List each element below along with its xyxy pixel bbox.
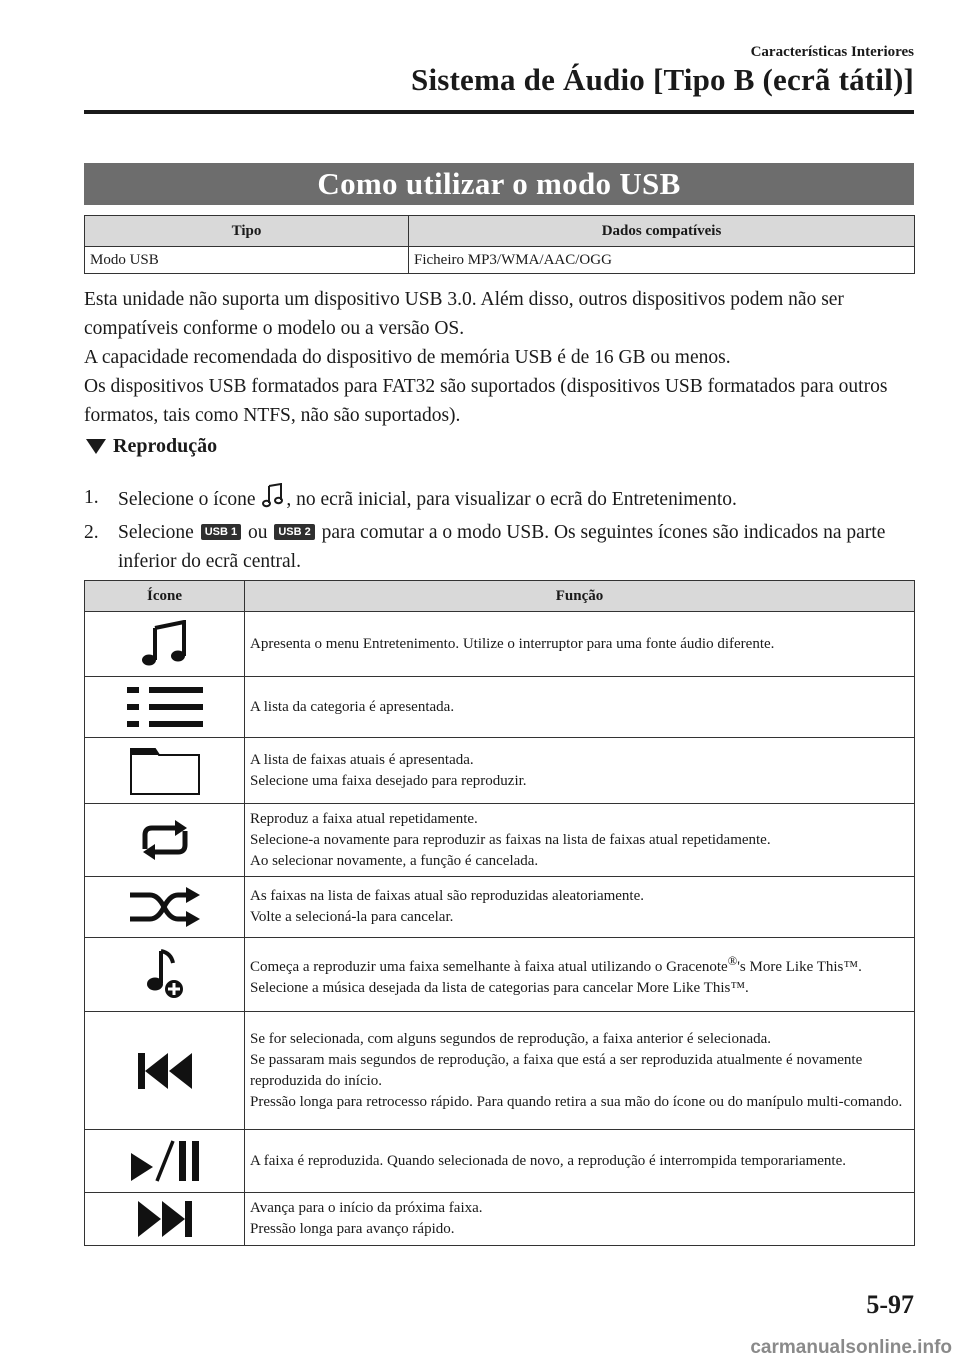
table-row: [85, 1130, 915, 1193]
function-line: Apresenta o menu Entretenimento. Utilize o interruptor para uma fonte áudio diferente.: [250, 635, 775, 652]
icon-cell: [85, 938, 245, 1012]
steps: [84, 483, 924, 576]
step-1-post: , no ecrã inicial, para visualizar o ecrã do Entretenimento.: [286, 489, 737, 510]
compat-cell-type: Modo USB: [85, 247, 409, 274]
step-1-pre: Selecione o ícone: [118, 489, 256, 510]
table-row: [85, 1193, 915, 1246]
step-2-pre: Selecione: [118, 522, 194, 543]
watermark: carmanualsonline.info: [750, 1337, 952, 1358]
step-number: 2.: [84, 522, 99, 543]
triangle-bullet-icon: [86, 439, 106, 454]
header-rule: [84, 110, 914, 114]
function-line: Se passaram mais segundos de reprodução, a faixa que está a ser reproduzida atualmente é novamente reproduzida do início.: [250, 1051, 863, 1089]
paragraph: Esta unidade não suporta um dispositivo USB 3.0. Além disso, outros dispositivos podem não ser compatíveis conforme o modelo ou a versão OS.: [84, 289, 844, 339]
icon-cell: [85, 677, 245, 738]
step-text: [118, 483, 924, 518]
icons-header-function: Função: [245, 581, 915, 612]
header-section: Características Interiores: [750, 44, 914, 60]
function-cell: [245, 738, 915, 804]
icon-cell: [85, 1012, 245, 1130]
table-row: [85, 612, 915, 677]
function-line: Pressão longa para avanço rápido.: [250, 1221, 455, 1237]
step-2-post: para comutar a o modo USB. Os seguintes ícones são indicados na parte inferior do ecrã central.: [118, 522, 886, 572]
function-line: Volte a selecioná-la para cancelar.: [250, 909, 454, 925]
icon-cell: [85, 804, 245, 877]
function-line: A lista de faixas atuais é apresentada.: [250, 751, 474, 768]
function-line: A faixa é reproduzida. Quando selecionada de novo, a reprodução é interrompida temporariamente.: [250, 1152, 847, 1169]
table-row: [85, 938, 915, 1012]
function-cell: [245, 612, 915, 677]
step-text: [118, 518, 924, 576]
icon-function-table: [84, 580, 915, 1246]
icons-header-icon: Ícone: [85, 581, 245, 612]
table-row: [85, 1012, 915, 1130]
usb2-button: USB 2: [274, 524, 314, 540]
step-2: [84, 518, 924, 576]
compat-header-data: Dados compatíveis: [409, 216, 915, 247]
music-note-icon: [262, 483, 284, 518]
shuffle-icon: [128, 885, 202, 929]
folder-icon: [129, 746, 201, 796]
function-line: Selecione uma faixa desejado para reproduzir.: [250, 772, 527, 789]
function-cell: [245, 1130, 915, 1193]
step-number: 1.: [84, 487, 99, 508]
subheading: [84, 435, 217, 458]
table-row: [85, 247, 915, 274]
function-cell: [245, 804, 915, 877]
intro-text: [84, 285, 924, 430]
function-line: As faixas na lista de faixas atual são reproduzidas aleatoriamente.: [250, 888, 645, 904]
table-row: [85, 677, 915, 738]
function-line: Reproduz a faixa atual repetidamente.: [250, 810, 478, 827]
music-note-icon: [140, 620, 190, 668]
paragraph: A capacidade recomendada do dispositivo de memória USB é de 16 GB ou menos.: [84, 347, 731, 368]
function-line: Pressão longa para retrocesso rápido. Para quando retira a sua mão do ícone ou do manípulo multi-comando.: [250, 1093, 903, 1110]
function-line: Ao selecionar novamente, a função é cancelada.: [250, 852, 539, 869]
play-pause-icon: [129, 1139, 201, 1183]
function-cell: [245, 677, 915, 738]
table-row: [85, 877, 915, 938]
repeat-icon: [133, 819, 197, 861]
icon-cell: [85, 1193, 245, 1246]
next-track-icon: [136, 1199, 194, 1239]
table-row: [85, 804, 915, 877]
compat-header-type: Tipo: [85, 216, 409, 247]
previous-track-icon: [136, 1051, 194, 1091]
usb1-button: USB 1: [201, 524, 241, 540]
table-row: [85, 738, 915, 804]
step-1: [84, 483, 924, 518]
function-line: Se for selecionada, com alguns segundos de reprodução, a faixa anterior é selecionada.: [250, 1030, 772, 1047]
function-line: [250, 951, 909, 978]
function-cell: [245, 1012, 915, 1130]
function-cell: [245, 938, 915, 1012]
icon-cell: [85, 1130, 245, 1193]
compat-table: [84, 215, 915, 274]
more-like-this-icon: [145, 949, 185, 1001]
list-icon: [125, 684, 205, 730]
icon-cell: [85, 612, 245, 677]
function-line: Avança para o início da próxima faixa.: [250, 1200, 483, 1216]
compat-header-row: [85, 216, 915, 247]
section-banner: Como utilizar o modo USB: [84, 163, 914, 205]
function-cell: [245, 1193, 915, 1246]
function-cell: [245, 877, 915, 938]
function-line: Selecione-a novamente para reproduzir as faixas na lista de faixas atual repetidamente.: [250, 831, 771, 848]
registered-mark: ®: [727, 953, 738, 968]
page-number: 5-97: [866, 1290, 914, 1319]
step-2-mid: ou: [247, 522, 268, 543]
icons-header-row: [85, 581, 915, 612]
function-text: Começa a reproduzir uma faixa semelhante à faixa atual utilizando o Gracenote: [250, 958, 728, 975]
subheading-label: Reprodução: [113, 435, 218, 457]
icon-cell: [85, 877, 245, 938]
function-text: 's More Like This™.: [737, 958, 862, 975]
paragraph: Os dispositivos USB formatados para FAT32 são suportados (dispositivos USB formatados para outros formatos, tais como NTFS, não são suportados).: [84, 376, 888, 426]
icon-cell: [85, 738, 245, 804]
function-line: Selecione a música desejada da lista de categorias para cancelar More Like This™.: [250, 979, 749, 996]
function-line: A lista da categoria é apresentada.: [250, 698, 455, 715]
compat-cell-data: Ficheiro MP3/WMA/AAC/OGG: [409, 247, 915, 274]
page-title: Sistema de Áudio [Tipo B (ecrã tátil)]: [411, 62, 914, 97]
